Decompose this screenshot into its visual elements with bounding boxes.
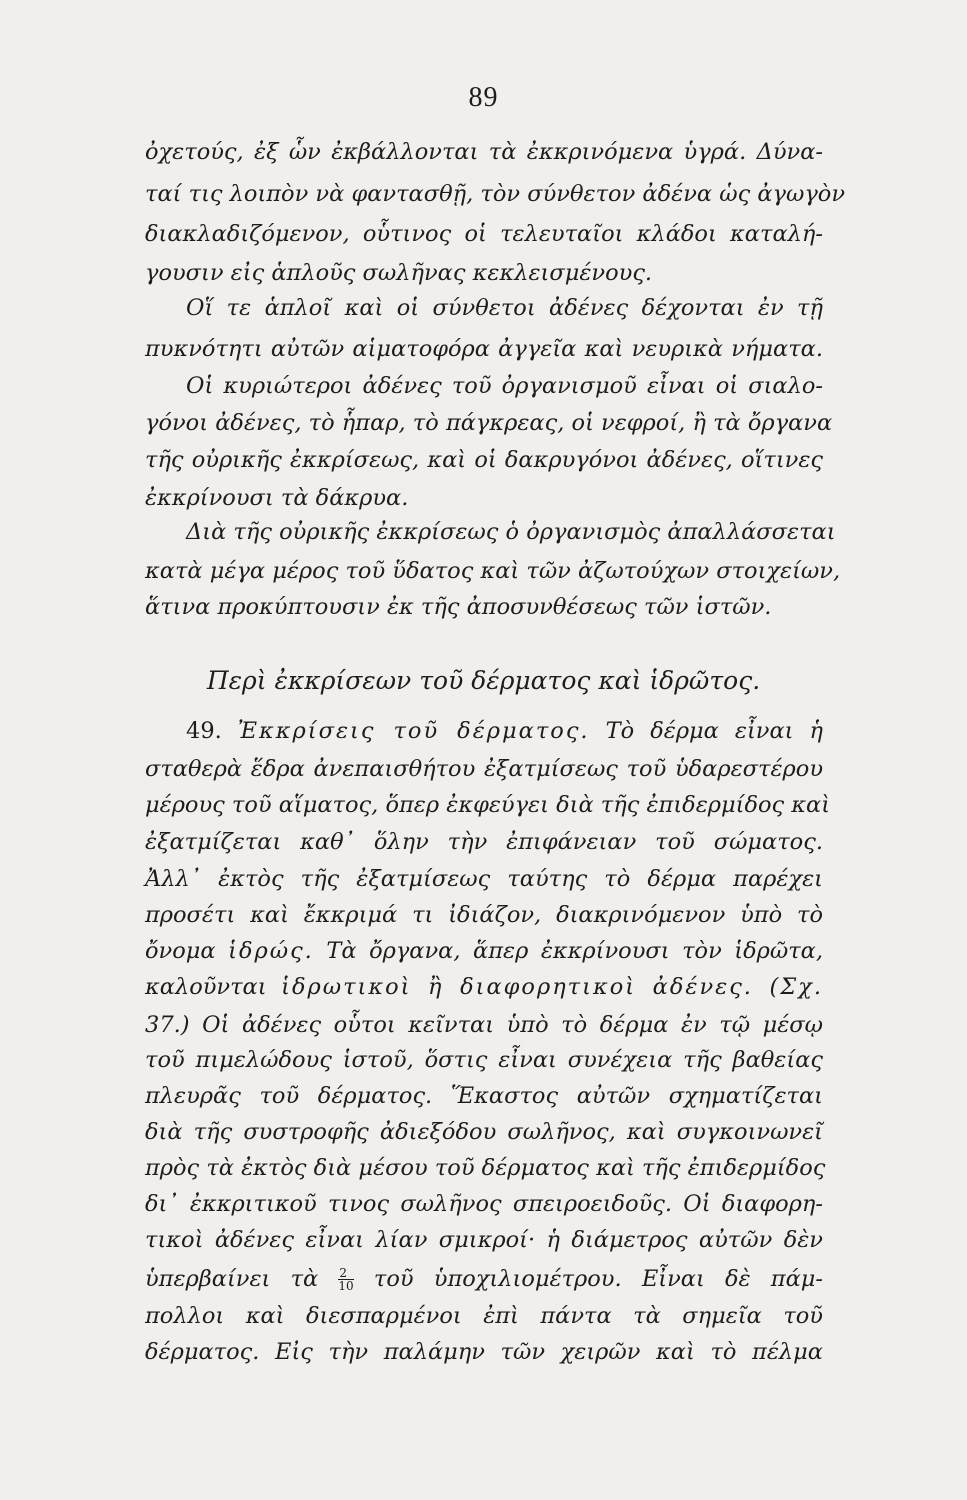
fraction — [338, 1267, 353, 1292]
fraction-numerator: 2 — [338, 1267, 353, 1280]
text-line: μέρους τοῦ αἵματος, ὅπερ ἐκφεύγει διὰ τῆς ἐπιδερμίδος καὶ — [145, 792, 831, 818]
text-line: Οἵ τε ἁπλοῖ καὶ οἱ σύνθετοι ἀδένες δέχονται ἐν τῇ — [186, 295, 823, 321]
section-heading: Περὶ ἐκκρίσεων τοῦ δέρματος καὶ ἱδρῶτος. — [206, 666, 761, 695]
text-line: ἅτινα προκύπτουσιν ἐκ τῆς ἀποσυνθέσεως τῶν ἱστῶν. — [145, 594, 772, 620]
text-word: Τὰ ὄργανα, ἅπερ ἐκκρίνουσι τὸν ἱδρῶτα, — [326, 938, 824, 964]
section-number: 49. — [186, 718, 222, 744]
text-line — [145, 940, 823, 963]
text-line: Οἱ κυριώτεροι ἀδένες τοῦ ὀργανισμοῦ εἶναι οἱ σιαλο- — [186, 373, 823, 399]
text-line: πολλοι καὶ διεσπαρμένοι ἐπὶ πάντα τὰ σημεῖα τοῦ — [145, 1303, 823, 1329]
text-word: τοῦ ὑποχιλιομέτρου. Εἶναι δὲ πάμ- — [373, 1266, 823, 1292]
text-line — [145, 976, 823, 999]
text-word: καλοῦνται — [145, 974, 267, 1000]
text-line: τῆς οὐρικῆς ἐκκρίσεως, καὶ οἱ δακρυγόνοι ἀδένες, οἵτινες — [145, 447, 823, 473]
text-line: ἐκκρίνουσι τὰ δάκρυα. — [145, 485, 409, 511]
text-line — [145, 1267, 823, 1292]
text-line: Ἀλλ᾽ ἐκτὸς τῆς ἐξατμίσεως ταύτης τὸ δέρμα παρέχει — [145, 866, 823, 892]
text-line: δι᾽ ἐκκριτικοῦ τινος σωλῆνος σπειροειδοῦς. Οἱ διαφορη- — [145, 1191, 823, 1217]
text-line: δέρματος. Εἰς τὴν παλάμην τῶν χειρῶν καὶ τὸ πέλμα — [145, 1339, 823, 1365]
text-line: πυκνότητι αὐτῶν αἱματοφόρα ἀγγεῖα καὶ νευρικὰ νήματα. — [145, 336, 823, 362]
text-line: ἐξατμίζεται καθ᾽ ὅλην τὴν ἐπιφάνειαν τοῦ σώματος. — [145, 829, 823, 855]
text-word: ὄνομα — [145, 938, 216, 964]
text-line — [186, 720, 823, 743]
text-line: Διὰ τῆς οὐρικῆς ἐκκρίσεως ὁ ὀργανισμὸς ἀπαλλάσσεται — [186, 519, 836, 545]
text-line: τοῦ πιμελώδους ἱστοῦ, ὅστις εἶναι συνέχεια τῆς βαθείας — [145, 1047, 823, 1073]
text-line: ὀχετούς, ἐξ ὧν ἐκβάλλονται τὰ ἐκκρινόμενα ὑγρά. Δύνα- — [145, 139, 823, 165]
text-line: τικοὶ ἀδένες εἶναι λίαν σμικροί· ἡ διάμετρος αὐτῶν δὲν — [145, 1227, 823, 1253]
text-line: πλευρᾶς τοῦ δέρματος. Ἕκαστος αὐτῶν σχηματίζεται — [145, 1083, 823, 1109]
text-line: διακλαδιζόμενον, οὗτινος οἱ τελευταῖοι κλάδοι καταλή- — [145, 221, 823, 247]
text-line: σταθερὰ ἕδρα ἀνεπαισθήτου ἐξατμίσεως τοῦ ὑδαρεστέρου — [145, 756, 823, 782]
page-number: 89 — [468, 82, 499, 113]
text-line: 37.) Οἱ ἀδένες οὗτοι κεῖνται ὑπὸ τὸ δέρμα ἐν τῷ μέσῳ — [145, 1012, 823, 1038]
text-line: κατὰ μέγα μέρος τοῦ ὕδατος καὶ τῶν ἀζωτούχων στοιχείων, — [145, 558, 841, 584]
text-line: πρὸς τὰ ἐκτὸς διὰ μέσου τοῦ δέρματος καὶ τῆς ἐπιδερμίδος — [145, 1155, 826, 1181]
text-line: γουσιν εἰς ἁπλοῦς σωλῆνας κεκλεισμένους. — [145, 260, 653, 286]
emphasized-term: ἱδρωτικοὶ ἢ διαφορητικοὶ ἀδένες. (Σχ. — [281, 974, 823, 1000]
section-text: Τὸ δέρμα εἶναι ἡ — [605, 718, 824, 744]
text-word: ὑπερβαίνει τὰ — [145, 1266, 319, 1292]
emphasized-term: ἱδρώς. — [228, 938, 314, 964]
text-line: γόνοι ἀδένες, τὸ ἧπαρ, τὸ πάγκρεας, οἱ νεφροί, ἢ τὰ ὄργανα — [145, 410, 833, 436]
fraction-denominator: 10 — [338, 1279, 354, 1293]
text-line: προσέτι καὶ ἔκκριμά τι ἰδιάζον, διακρινόμενον ὑπὸ τὸ — [145, 902, 823, 928]
text-line: ταί τις λοιπὸν νὰ φαντασθῇ, τὸν σύνθετον ἀδένα ὡς ἀγωγὸν — [145, 181, 845, 207]
text-line: διὰ τῆς συστροφῆς ἀδιεξόδου σωλῆνος, καὶ συγκοινωνεῖ — [145, 1119, 823, 1145]
section-title: Ἐκκρίσεις τοῦ δέρματος. — [237, 718, 590, 744]
